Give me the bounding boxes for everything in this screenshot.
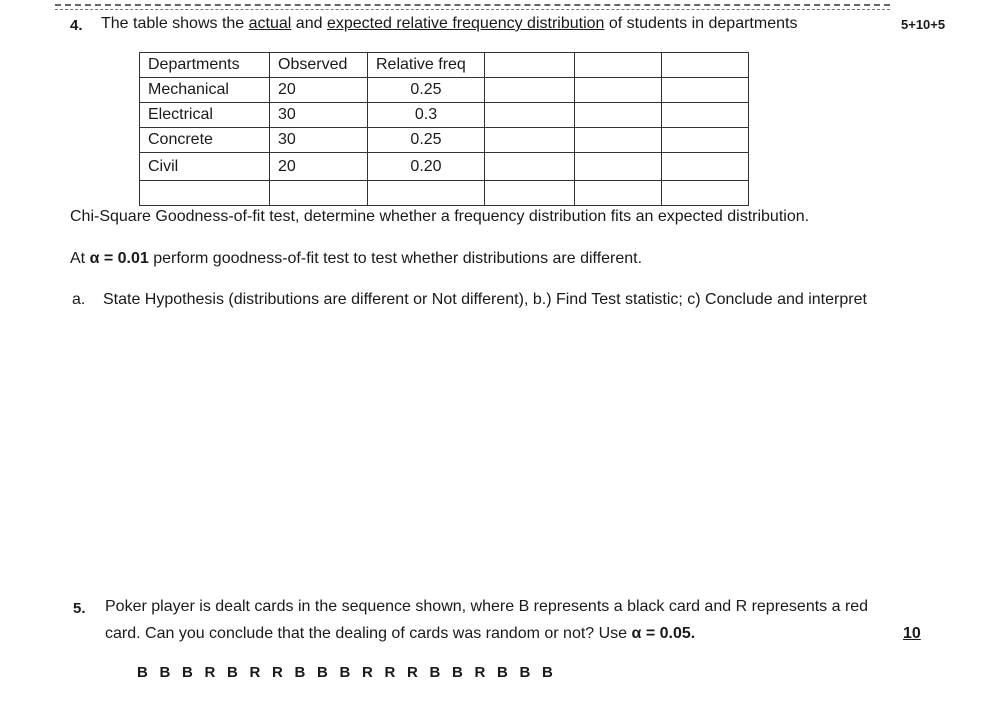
q4-number: 4. xyxy=(70,17,83,34)
card: R xyxy=(384,664,396,681)
cell-blank xyxy=(485,78,575,103)
cell-blank xyxy=(662,128,749,153)
table-row xyxy=(140,153,749,181)
cell-department: Civil xyxy=(140,153,270,181)
card-sequence xyxy=(137,664,565,681)
cell-blank xyxy=(575,103,662,128)
q5-line2-pre: card. Can you conclude that the dealing of cards was random or not? Use xyxy=(105,625,632,642)
q5-alpha: α = 0.05. xyxy=(631,625,696,642)
q5-line1: Poker player is dealt cards in the sequence shown, where B represents a black card and R represents a red xyxy=(105,598,869,615)
cell-blank xyxy=(485,181,575,206)
cell-blank xyxy=(662,103,749,128)
card: R xyxy=(249,664,261,681)
table-row xyxy=(140,128,749,153)
q5-line2 xyxy=(105,625,695,643)
header-blank xyxy=(575,53,662,78)
card: B xyxy=(339,664,351,681)
cell-blank xyxy=(662,153,749,181)
header-departments: Departments xyxy=(140,53,270,78)
cell-observed: 20 xyxy=(270,78,368,103)
header-blank xyxy=(662,53,749,78)
table-row xyxy=(140,181,749,206)
q4-line2 xyxy=(70,250,642,268)
cell-blank xyxy=(485,153,575,181)
cell-observed: 20 xyxy=(270,153,368,181)
cell-blank xyxy=(270,181,368,206)
cell-observed: 30 xyxy=(270,128,368,153)
header-blank xyxy=(485,53,575,78)
card: B xyxy=(542,664,553,681)
q5-marks: 10 xyxy=(903,625,921,642)
card: B xyxy=(227,664,238,681)
cell-blank xyxy=(662,78,749,103)
cell-blank xyxy=(485,103,575,128)
table-row xyxy=(140,78,749,103)
cell-blank xyxy=(575,128,662,153)
header-observed: Observed xyxy=(270,53,368,78)
q5-number: 5. xyxy=(73,600,86,617)
cell-blank xyxy=(368,181,485,206)
card: R xyxy=(407,664,418,681)
card: R xyxy=(204,664,216,681)
table-header-row xyxy=(140,53,749,78)
cell-observed: 30 xyxy=(270,103,368,128)
card: B xyxy=(519,664,531,681)
q4-intro-after: of students in departments xyxy=(604,15,798,32)
q4-item-a-label: a. xyxy=(72,291,86,308)
cell-blank xyxy=(575,153,662,181)
cell-blank xyxy=(575,78,662,103)
cell-relative-freq: 0.20 xyxy=(368,153,485,181)
card: R xyxy=(474,664,486,681)
frequency-table xyxy=(139,52,749,206)
q4-alpha: α = 0.01 xyxy=(89,250,149,267)
cell-relative-freq: 0.25 xyxy=(368,128,485,153)
cell-relative-freq: 0.25 xyxy=(368,78,485,103)
cell-blank xyxy=(140,181,270,206)
q4-expected: expected relative frequency distribution xyxy=(326,15,605,32)
card: B xyxy=(317,664,328,681)
header-rule-secondary xyxy=(55,9,890,10)
cell-blank xyxy=(662,181,749,206)
q4-marks: 5+10+5 xyxy=(901,17,946,32)
card: R xyxy=(272,664,283,681)
q4-intro-mid: and xyxy=(291,15,327,32)
card: B xyxy=(182,664,193,681)
q4-line1: Chi-Square Goodness-of-fit test, determine whether a frequency distribution fits an expected distribution. xyxy=(70,208,810,225)
cell-relative-freq: 0.3 xyxy=(368,103,485,128)
card: B xyxy=(294,664,306,681)
cell-department: Electrical xyxy=(140,103,270,128)
header-rule xyxy=(55,4,890,6)
q4-line2-pre: At xyxy=(70,250,90,267)
q4-line2-post: perform goodness-of-fit test to test whether distributions are different. xyxy=(148,250,643,267)
card: B xyxy=(429,664,441,681)
card: R xyxy=(362,664,373,681)
table-row xyxy=(140,103,749,128)
q4-actual: actual xyxy=(248,15,292,32)
q4-item-a: State Hypothesis (distributions are different or Not different), b.) Find Test statistic; c) Conclude and interpret xyxy=(103,291,867,308)
q4-intro xyxy=(101,15,797,33)
q4-intro-before: The table shows the xyxy=(101,15,249,32)
card: B xyxy=(452,664,463,681)
cell-department: Mechanical xyxy=(140,78,270,103)
cell-department: Concrete xyxy=(140,128,270,153)
cell-blank xyxy=(485,128,575,153)
card: B xyxy=(159,664,171,681)
card: B xyxy=(497,664,508,681)
card: B xyxy=(137,664,148,681)
header-relative-freq: Relative freq xyxy=(368,53,485,78)
cell-blank xyxy=(575,181,662,206)
